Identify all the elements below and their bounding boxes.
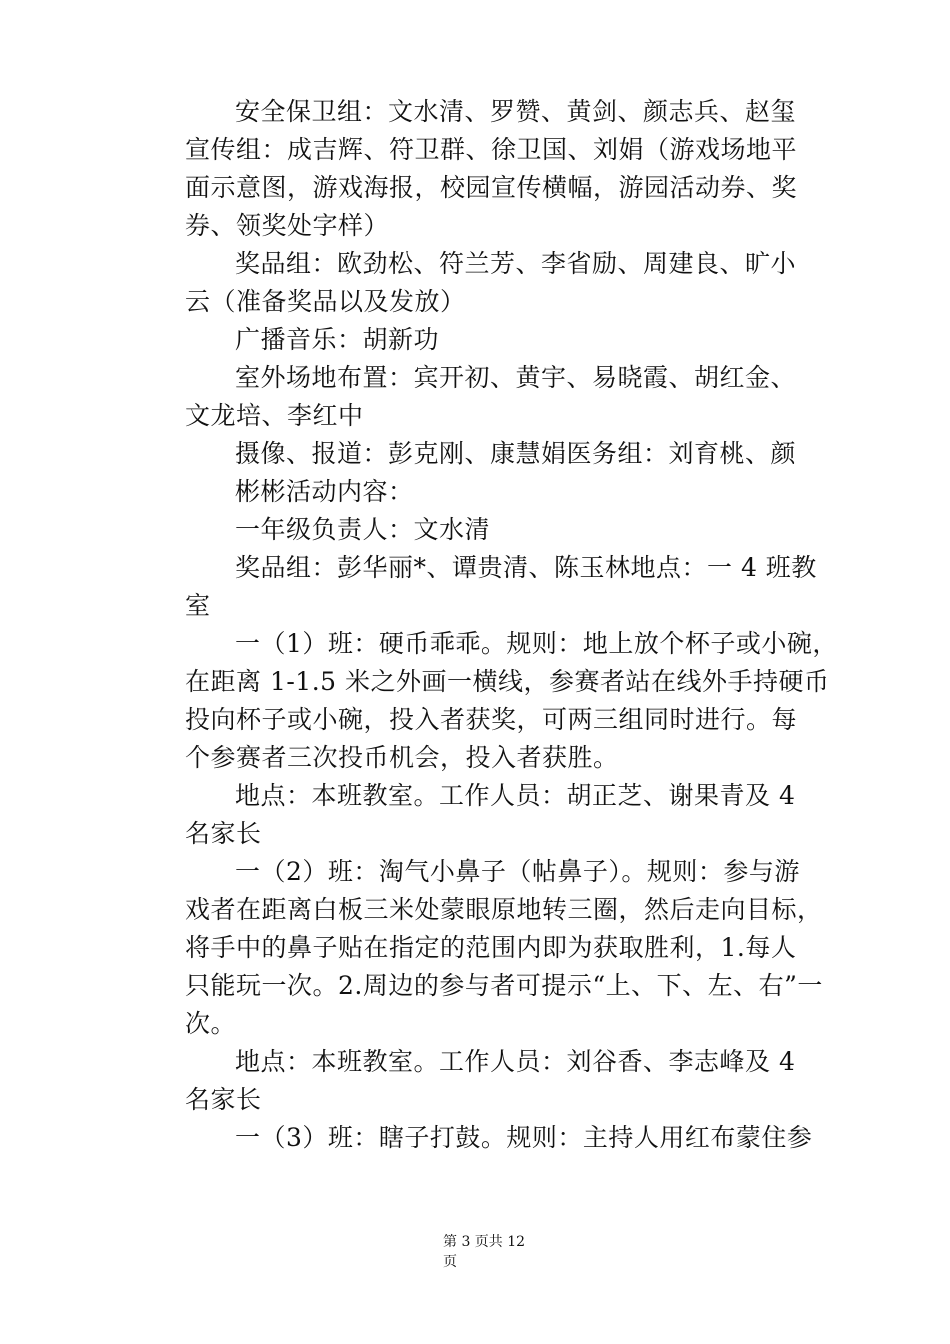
text-line: 摄像、报道：彭克刚、康慧娟医务组：刘育桃、颜 (235, 439, 797, 468)
text-line: 在距离 1-1.5 米之外画一横线，参赛者站在线外手持硬币 (185, 667, 830, 696)
text-line: 奖品组：彭华丽*、谭贵清、陈玉林地点：一 4 班教 (235, 553, 817, 582)
text-line: 地点：本班教室。工作人员：胡正芝、谢果青及 4 (235, 781, 796, 810)
text-line: 次。 (185, 1009, 237, 1038)
text-line: 一年级负责人：文水清 (235, 515, 491, 544)
text-line: 将手中的鼻子贴在指定的范围内即为获取胜利，1.每人 (185, 933, 797, 962)
text-line: 奖品组：欧劲松、符兰芳、李省励、周建良、旷小 (235, 249, 797, 278)
text-line: 只能玩一次。2.周边的参与者可提示“上、下、左、右”一 (185, 971, 823, 1000)
text-line: 个参赛者三次投币机会，投入者获胜。 (185, 743, 619, 772)
text-line: 一（1）班：硬币乖乖。规则：地上放个杯子或小碗， (235, 629, 838, 658)
document-body (185, 93, 838, 1157)
page-number-line-2: 页 (443, 1254, 457, 1270)
text-line: 投向杯子或小碗，投入者获奖，可两三组同时进行。每 (185, 705, 798, 734)
text-line: 戏者在距离白板三米处蒙眼原地转三圈，然后走向目标， (185, 895, 823, 924)
text-line: 安全保卫组：文水清、罗赞、黄剑、颜志兵、赵玺 (235, 97, 797, 126)
text-line: 券、领奖处字样） (185, 211, 390, 240)
text-line: 室外场地布置：宾开初、黄宇、易晓霞、胡红金、 (235, 363, 797, 392)
text-line: 室 (185, 591, 211, 620)
text-line: 面示意图，游戏海报，校园宣传横幅，游园活动券、奖 (185, 173, 798, 202)
text-line: 彬彬活动内容： (235, 477, 414, 506)
text-line: 地点：本班教室。工作人员：刘谷香、李志峰及 4 (235, 1047, 796, 1076)
text-line: 云（准备奖品以及发放） (185, 287, 466, 316)
text-line: 一（3）班：瞎子打鼓。规则：主持人用红布蒙住参 (235, 1123, 813, 1152)
text-line: 宣传组：成吉辉、符卫群、徐卫国、刘娟（游戏场地平 (185, 135, 798, 164)
text-line: 广播音乐：胡新功 (235, 325, 440, 354)
text-line: 文龙培、李红中 (185, 401, 364, 430)
page-footer (443, 1232, 525, 1272)
text-line: 名家长 (185, 1085, 262, 1114)
page-number-line-1: 第 3 页共 12 (443, 1234, 526, 1250)
text-line: 一（2）班：淘气小鼻子（帖鼻子）。规则：参与游 (235, 857, 800, 886)
text-line: 名家长 (185, 819, 262, 848)
